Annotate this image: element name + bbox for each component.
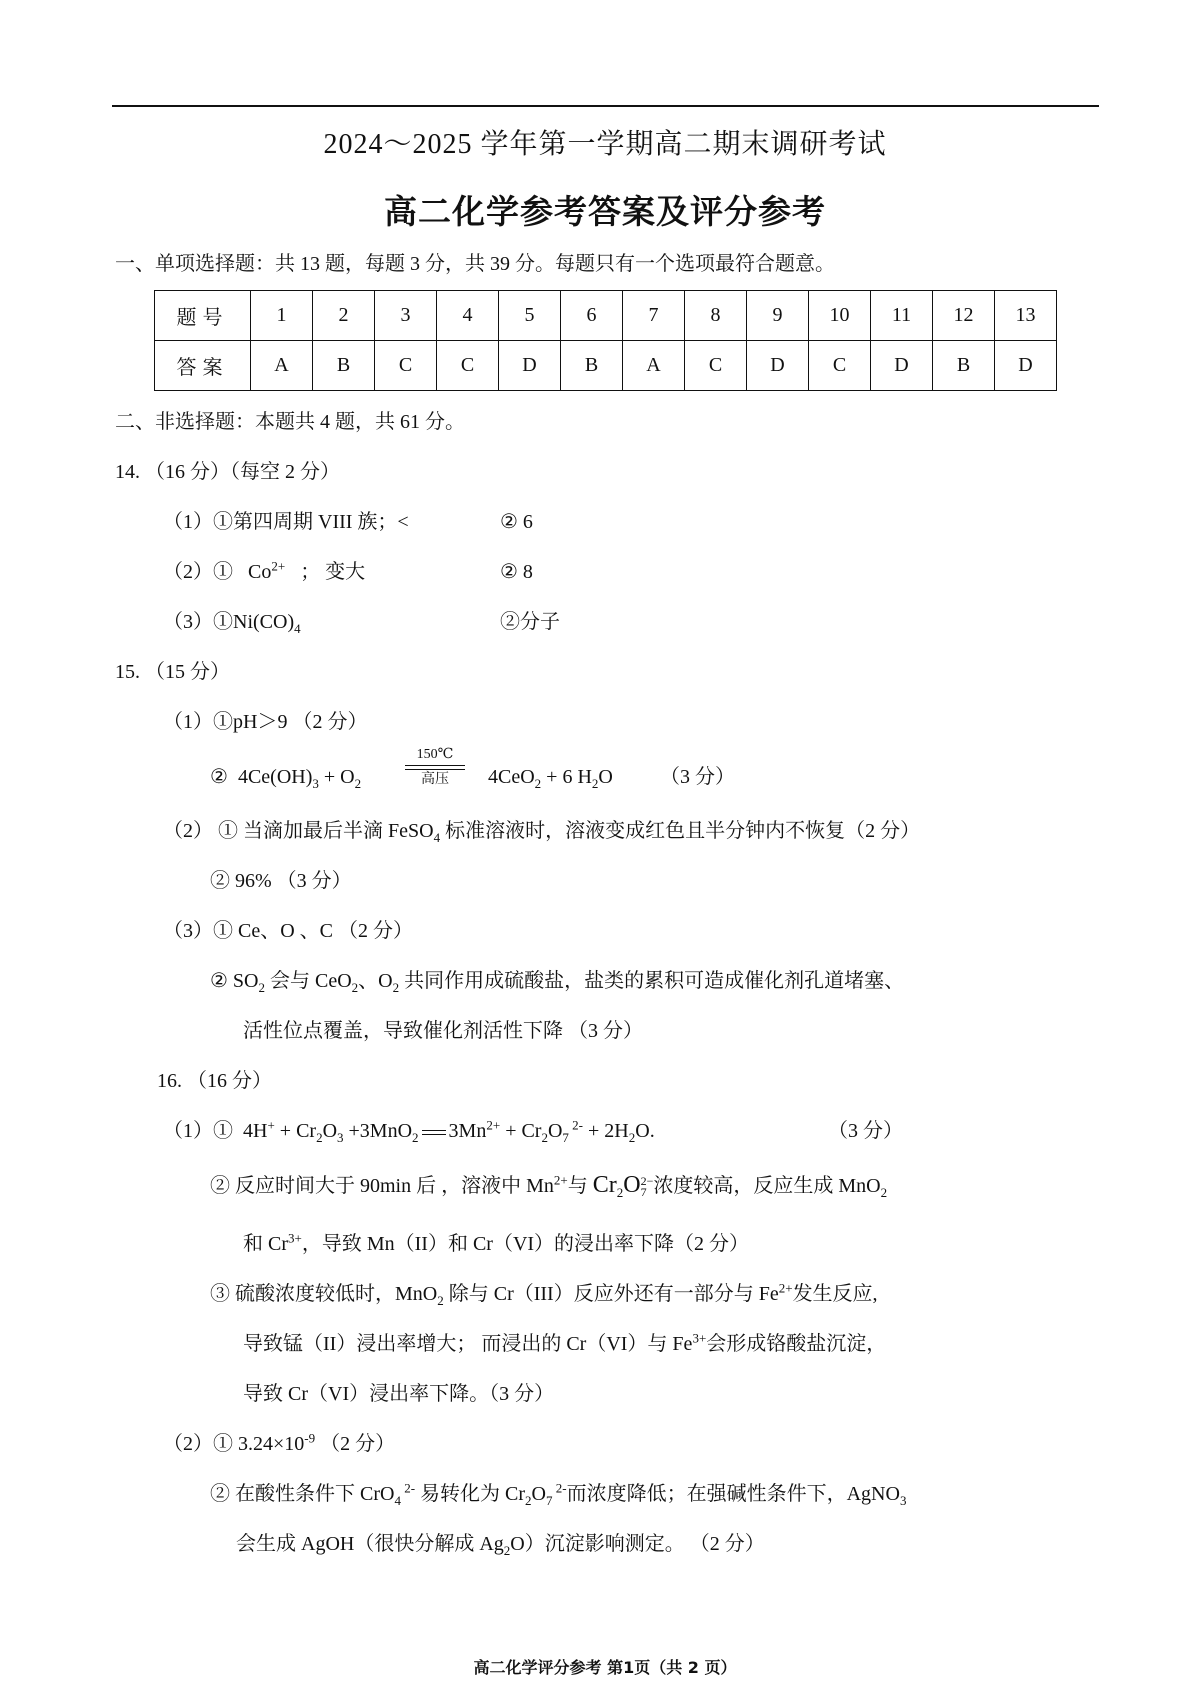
q15-part2-a: （2） ① 当滴加最后半滴 FeSO$_4$ 标准溶液时，溶液变成红色且半分钟内不恢复（2 分） (163, 820, 921, 845)
answer-cell: A (623, 341, 685, 391)
q16-part1-b: ② 反应时间大于 90min 后 ，溶液中 $Mn^{2+}$与 $Cr_2O2-$ 7 浓度较高，反应生成 MnO$_2$ (210, 1172, 888, 1200)
table-row (155, 341, 1057, 391)
q15-part1-b-equation-right: 4CeO$_2$ + 6 $H_2O$ (488, 766, 613, 791)
q16-part1-c-continued-1: 导致锰（II）浸出率增大； 而浸出的 Cr（VI）与 $Fe^{3+}$会形成铬酸盐沉淀， (243, 1330, 887, 1355)
question-number-cell: 10 (809, 291, 871, 341)
exam-title: 2024～2025 学年第一学期高二期末调研考试 (323, 129, 887, 160)
answer-cell: D (871, 341, 933, 391)
answer-cell: C (375, 341, 437, 391)
answer-cell: B (313, 341, 375, 391)
question-number-cell: 13 (995, 291, 1057, 341)
q14-part1-b: ② 6 (500, 511, 533, 533)
q14-part1-a: （1）①第四周期 VIII 族；< (163, 511, 409, 533)
equals-sign (422, 1130, 446, 1135)
question-number-cell: 7 (623, 291, 685, 341)
answer-cell: C (437, 341, 499, 391)
q14-part3-a: $(3)①Ni(CO)_4$ (163, 611, 301, 636)
question-number-cell: 6 (561, 291, 623, 341)
section2-heading: 二、非选择题：本题共 4 题，共 61 分。 (115, 411, 465, 433)
q14-heading: 14. （16 分）（每空 2 分） (115, 461, 340, 483)
q16-part1-b-continued: 和 $Cr^{3+}$，导致 Mn（II）和 Cr（VI）的浸出率下降（2 分） (243, 1230, 750, 1255)
q16-part2-b: ② 在酸性条件下 CrO$_4$ $^{2-}$ 易转化为 $Cr_2O_7$ $^{2-}$而浓度降低；在强碱性条件下，AgNO$_3$ (210, 1480, 907, 1508)
q14-part2-b: ② 8 (500, 561, 533, 583)
q15-part3-b: ② $SO_2$ 会与 CeO$_2$、$O_2$ 共同作用成硫酸盐，盐类的累积可造成催化剂孔道堵塞、 (210, 970, 905, 995)
answer-cell: C (809, 341, 871, 391)
q15-part3-b-continued: 活性位点覆盖，导致催化剂活性下降 （3 分） (243, 1020, 643, 1042)
q16-part1-c: ③ 硫酸浓度较低时，MnO$_2$ 除与 Cr（III）反应外还有一部分与 $Fe^{2+}$发生反应, (210, 1280, 878, 1308)
q15-part2-b: ② 96% （3 分） (210, 870, 352, 892)
q16-heading: 16. （16 分） (157, 1070, 272, 1092)
question-number-cell: 2 (313, 291, 375, 341)
question-number-cell: 8 (685, 291, 747, 341)
arrow-bottom-label: 高压 (421, 772, 449, 787)
document-title: 高二化学参考答案及评分参考 (384, 192, 826, 231)
answer-cell: D (499, 341, 561, 391)
q16-part2-a: （2）① $3.24\times 10^{-9}$ （2 分） (163, 1430, 396, 1455)
table-row (155, 291, 1057, 341)
answer-cell: C (685, 341, 747, 391)
q15-heading: 15. （15 分） (115, 661, 230, 683)
q16-part1-a-score: （3 分） (828, 1120, 903, 1142)
question-number-cell: 5 (499, 291, 561, 341)
q15-part1-a: （1）①pH＞9 （2 分） (163, 711, 368, 733)
header-rule (112, 105, 1099, 107)
section1-heading: 一、单项选择题：共 13 题，每题 3 分，共 39 分。每题只有一个选项最符合题意。 (115, 253, 835, 275)
answer-cell: B (561, 341, 623, 391)
question-number-cell: 9 (747, 291, 809, 341)
q16-part2-b-continued: 会生成 AgOH（很快分解成 $Ag_2O$）沉淀影响测定。 （2 分） (236, 1533, 765, 1558)
question-number-cell: 12 (933, 291, 995, 341)
arrow-top-label: 150℃ (416, 747, 454, 762)
q16-part1-a: （1）① $4H^+ + Cr_2O_3 +3MnO_2$ $3Mn^{2+} + Cr_2O_7$ $^{2-} + 2H_2O$. (163, 1117, 655, 1145)
q14-part2-a: （2）① $Co^{2+}$ ； 变大 (163, 558, 366, 583)
page-footer: 高二化学评分参考 第1页（共 2 页） (473, 1658, 737, 1677)
answer-cell: D (995, 341, 1057, 391)
row-label-number: 题号 (155, 291, 251, 341)
question-number-cell: 11 (871, 291, 933, 341)
question-number-cell: 4 (437, 291, 499, 341)
answer-cell: B (933, 341, 995, 391)
reaction-condition-arrow (405, 747, 465, 788)
answer-table (154, 290, 1057, 391)
row-label-answer: 答案 (155, 341, 251, 391)
q15-part3-a: （3）① Ce、O 、C （2 分） (163, 920, 413, 942)
double-bar (405, 765, 465, 770)
question-number-cell: 3 (375, 291, 437, 341)
question-number-cell: 1 (251, 291, 313, 341)
q14-part3-b: ②分子 (500, 611, 560, 633)
q16-part1-c-continued-2: 导致 Cr（VI）浸出率下降。（3 分） (243, 1383, 555, 1405)
q15-part1-b-equation-left: ② $4Ce(OH)_3 + O_2$ (210, 766, 362, 791)
answer-cell: A (251, 341, 313, 391)
answer-cell: D (747, 341, 809, 391)
q15-part1-b-score: （3 分） (660, 766, 735, 788)
